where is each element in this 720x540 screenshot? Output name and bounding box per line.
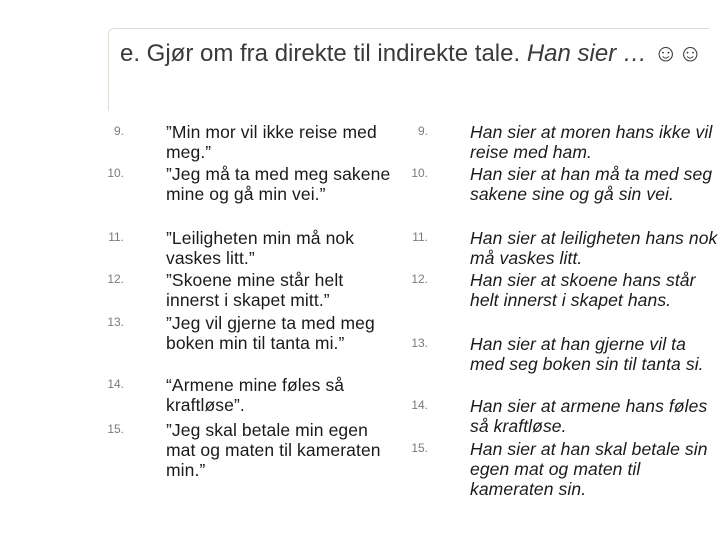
item-text: ”Jeg må ta med meg sakene mine og gå min vei.” — [166, 164, 391, 204]
smiley-icon: ☺☺ — [653, 40, 703, 67]
list-item — [411, 164, 718, 228]
item-text: Han sier at leiligheten hans nok må vaskes litt. — [470, 228, 718, 268]
item-number: 15. — [107, 422, 124, 436]
list-item — [107, 420, 398, 484]
item-text: Han sier at han gjerne vil ta med seg boken sin til tanta si. — [470, 334, 704, 374]
list-item — [417, 122, 718, 164]
list-item — [107, 270, 398, 313]
title-normal: e. Gjør om fra direkte til indirekte tale. — [120, 40, 527, 67]
item-number: 10. — [411, 166, 428, 180]
item-number: 9. — [417, 124, 428, 138]
list-item — [113, 122, 398, 164]
list-item — [107, 375, 398, 420]
indirect-speech-list — [411, 122, 718, 503]
direct-speech-list — [107, 122, 398, 484]
title-italic: Han sier … — [526, 40, 654, 67]
item-text: ”Jeg vil gjerne ta med meg boken min til tanta mi.” — [166, 313, 375, 353]
item-number: 14. — [411, 398, 428, 412]
item-text: “Armene mine føles så kraftløse”. — [166, 375, 345, 415]
item-number: 13. — [411, 336, 428, 350]
list-item — [107, 164, 398, 228]
list-item — [108, 228, 398, 270]
item-number: 11. — [412, 230, 428, 244]
item-number: 10. — [107, 166, 124, 180]
item-number: 9. — [113, 124, 124, 138]
item-text: ”Jeg skal betale min egen mat og maten til kameraten min.” — [166, 420, 381, 480]
item-text: Han sier at skoene hans står helt innerst i skapet hans. — [470, 270, 696, 310]
page-title — [120, 38, 710, 70]
list-item — [107, 313, 398, 375]
item-text: Han sier at han skal betale sin egen mat og maten til kameraten sin. — [470, 439, 708, 499]
list-item — [411, 439, 718, 503]
list-item — [412, 228, 718, 270]
item-number: 14. — [107, 377, 124, 391]
item-text: ”Skoene mine står helt innerst i skapet mitt.” — [166, 270, 344, 310]
list-item — [411, 396, 718, 439]
item-text: ”Min mor vil ikke reise med meg.” — [166, 122, 377, 162]
item-number: 12. — [107, 272, 124, 286]
item-number: 13. — [107, 315, 124, 329]
item-text: Han sier at han må ta med seg sakene sine og gå sin vei. — [470, 164, 713, 204]
item-text: Han sier at moren hans ikke vil reise med ham. — [470, 122, 713, 162]
item-text: Han sier at armene hans føles så kraftløse. — [470, 396, 708, 436]
list-item — [411, 334, 718, 396]
list-item — [411, 270, 718, 334]
item-number: 11. — [108, 230, 124, 244]
item-number: 12. — [411, 272, 428, 286]
item-number: 15. — [411, 441, 428, 455]
item-text: ”Leiligheten min må nok vaskes litt.” — [166, 228, 355, 268]
